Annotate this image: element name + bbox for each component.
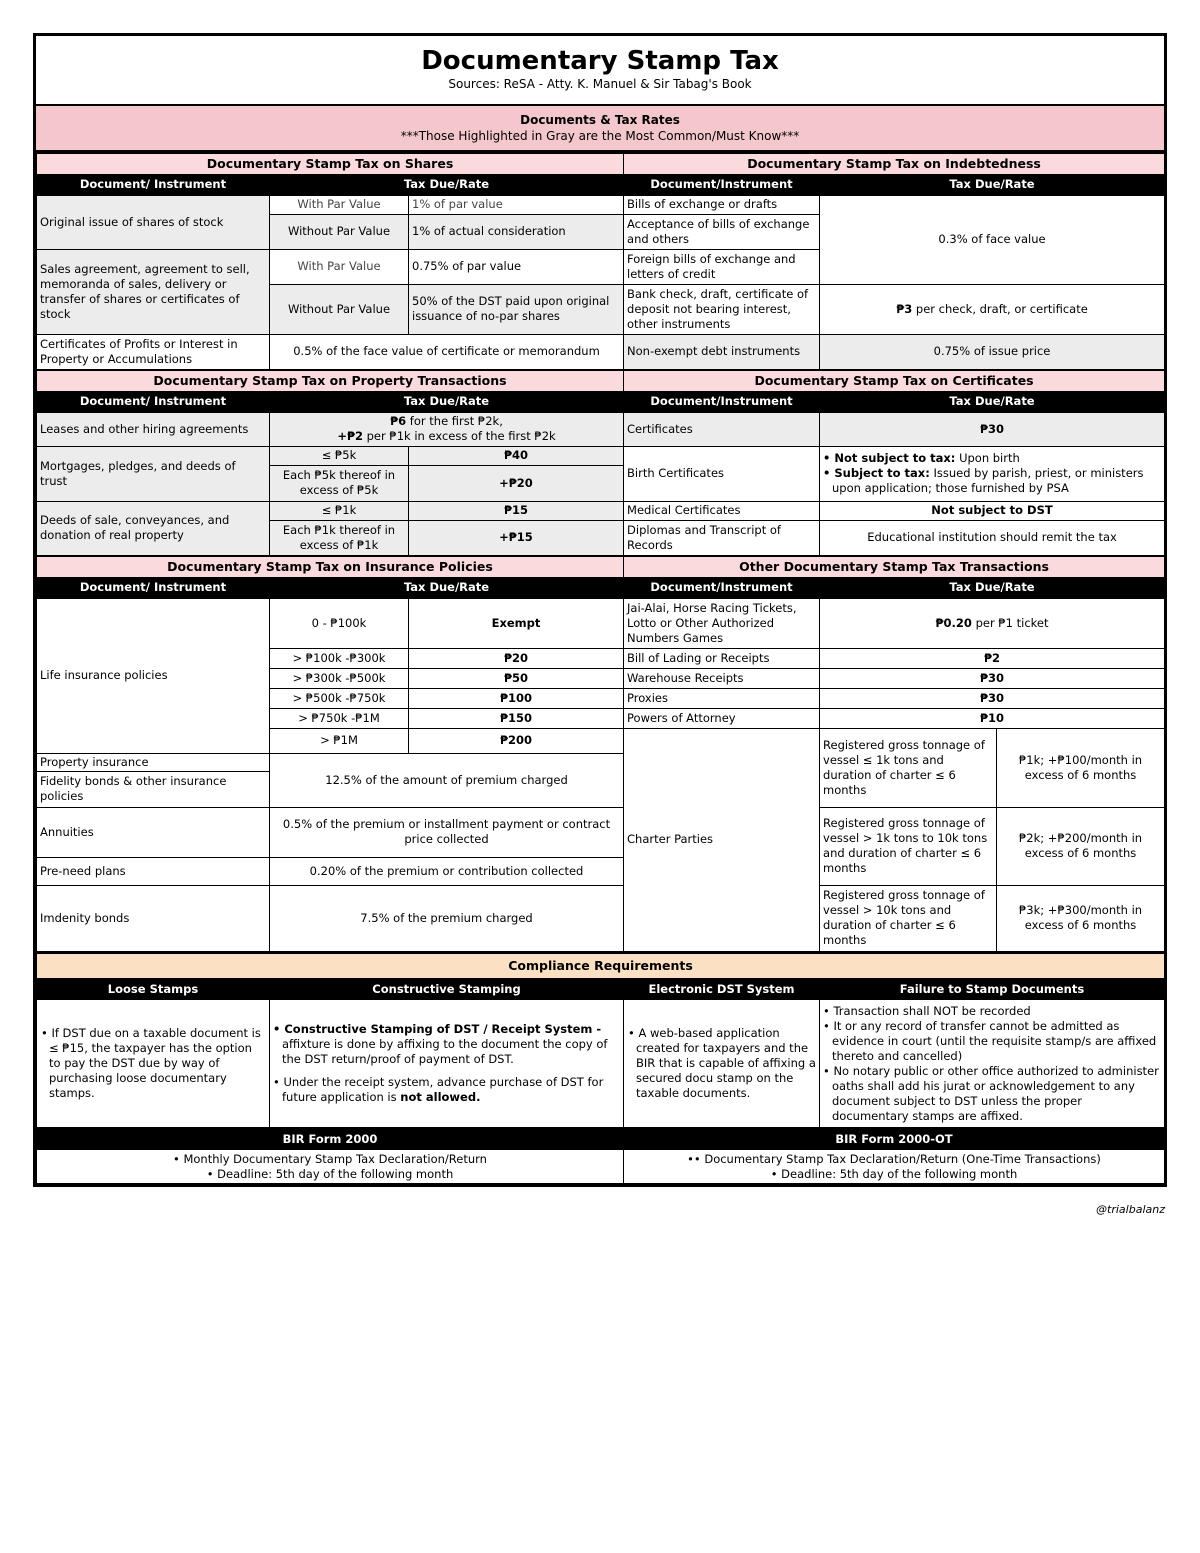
column-header-row [37,577,1165,598]
rate-text: per ₱1 ticket [975,615,1049,630]
indebt-nonexempt-rate: 0.75% of issue price [820,334,1165,370]
label: • Not subject to tax: [823,451,956,465]
shares-original: Original issue of shares of stock [37,195,270,249]
table-row [37,1150,1165,1184]
form-line: •• Documentary Stamp Tax Declaration/Return (One-Time Transactions) [687,1151,1101,1166]
property-insurance-rate: 12.5% of the amount of premium charged [270,753,624,807]
col-rate: Tax Due/Rate [820,577,1165,598]
life-tier-rate: ₱200 [409,728,624,753]
form-line: • Monthly Documentary Stamp Tax Declaration/Return [173,1151,487,1166]
sales-with-rate: 0.75% of par value [409,249,624,284]
table-row [37,334,1165,370]
indebt-bills: Bills of exchange or drafts [624,195,820,214]
other-warehouse: Warehouse Receipts [624,668,820,688]
charter-tier2-rate: ₱2k; +₱200/month in excess of 6 months [997,807,1165,885]
form-2000-ot-desc [624,1150,1165,1184]
cert-medical-rate: Not subject to DST [820,501,1165,520]
life-tier: > ₱300k -₱500k [270,668,409,688]
cert-certificates: Certificates [624,412,820,446]
col-loose: Loose Stamps [37,979,270,1000]
fidelity-bonds: Fidelity bonds & other insurance policies [37,771,270,807]
header [36,36,1164,106]
dst-sheet [33,33,1167,1187]
col-rate: Tax Due/Rate [820,174,1165,195]
without-par: Without Par Value [270,284,409,334]
life-tier: 0 - ₱100k [270,598,409,648]
with-par: With Par Value [270,195,409,214]
rate-text: per ₱1k in excess of the first ₱2k [366,429,556,443]
text: affixture is done by affixing to the document the copy of the DST return/proof of payment of DST. [282,1037,608,1066]
birth-line2 [823,466,1161,496]
life-tier-rate: Exempt [409,598,624,648]
other-jaialai: Jai-Alai, Horse Racing Tickets, Lotto or Other Authorized Numbers Games [624,598,820,648]
deeds: Deeds of sale, conveyances, and donation of real property [37,501,270,556]
constructive-stamping [270,1000,624,1128]
other-bill: Bill of Lading or Receipts [624,648,820,668]
pre-need: Pre-need plans [37,857,270,885]
shares-cert-rate: 0.5% of the face value of certificate or memorandum [270,334,624,370]
leases: Leases and other hiring agreements [37,412,270,446]
text: • Under the receipt system, advance purchase of DST for future application is [273,1075,604,1104]
other-bill-rate: ₱2 [820,648,1165,668]
deeds-tier1: ≤ ₱1k [270,501,409,520]
table-row [37,195,1165,214]
life-tier: > ₱750k -₱1M [270,708,409,728]
indemnity-bonds: Imdenity bonds [37,885,270,951]
life-tier: > ₱500k -₱750k [270,688,409,708]
compliance-title: Compliance Requirements [37,953,1165,979]
rate-text: Upon birth [959,451,1020,465]
other-proxies-rate: ₱30 [820,688,1165,708]
other-charter: Charter Parties [624,728,820,951]
life-tier-rate: ₱100 [409,688,624,708]
deeds-tier2-rate: +₱15 [409,520,624,556]
indebt-check: Bank check, draft, certificate of deposit not bearing interest, other instruments [624,284,820,334]
edst-system: • A web-based application created for taxpayers and the BIR that is capable of affixing a secured docu stamp on the taxable documents. [624,1000,820,1128]
property-insurance: Property insurance [37,753,270,771]
column-header-row [37,1129,1165,1150]
life-insurance: Life insurance policies [37,598,270,753]
col-failure: Failure to Stamp Documents [820,979,1165,1000]
cert-diplomas: Diplomas and Transcript of Records [624,520,820,556]
deeds-tier2: Each ₱1k thereof in excess of ₱1k [270,520,409,556]
life-tier: > ₱1M [270,728,409,753]
charter-tier3: Registered gross tonnage of vessel > 10k tons and duration of charter ≤ 6 months [820,885,997,951]
compliance-title-row [37,953,1165,979]
indebt-foreign: Foreign bills of exchange and letters of credit [624,249,820,284]
indemnity-bonds-rate: 7.5% of the premium charged [270,885,624,951]
leases-rate [270,412,624,446]
constructive-1 [273,1022,620,1067]
life-tier-rate: ₱50 [409,668,624,688]
amount: ₱6 [390,414,407,428]
section-row [37,556,1165,577]
band-note: ***Those Highlighted in Gray are the Most Common/Must Know*** [400,129,800,143]
table-row [37,885,1165,951]
amount: ₱3 [896,301,913,316]
other-proxies: Proxies [624,688,820,708]
form-2000-desc [37,1150,624,1184]
orig-with-rate: 1% of par value [409,195,624,214]
col-doc: Document/Instrument [624,174,820,195]
charter-tier1: Registered gross tonnage of vessel ≤ 1k tons and duration of charter ≤ 6 months [820,728,997,807]
col-rate: Tax Due/Rate [270,174,624,195]
constructive-2 [273,1075,620,1105]
col-rate: Tax Due/Rate [270,391,624,412]
label: • Constructive Stamping of DST / Receipt System - [273,1022,602,1036]
shares-cert: Certificates of Profits or Interest in Property or Accumulations [37,334,270,370]
amount: ₱0.20 [935,615,972,630]
amount: +₱2 [337,429,363,443]
col-doc: Document/Instrument [624,391,820,412]
rate-text: per check, draft, or certificate [915,301,1088,316]
main-table [36,152,1165,952]
leases-line2 [273,429,620,444]
section-property: Documentary Stamp Tax on Property Transactions [37,370,624,391]
life-tier: > ₱100k -₱300k [270,648,409,668]
life-tier-rate: ₱20 [409,648,624,668]
section-row [37,153,1165,174]
with-par: With Par Value [270,249,409,284]
shares-sales: Sales agreement, agreement to sell, memoranda of sales, delivery or transfer of shares or certificates of stock [37,249,270,334]
orig-without-rate: 1% of actual consideration [409,214,624,249]
other-powers-rate: ₱10 [820,708,1165,728]
pre-need-rate: 0.20% of the premium or contribution collected [270,857,624,885]
indebt-check-rate [820,284,1165,334]
col-doc: Document/ Instrument [37,391,270,412]
birth-line1 [823,451,1161,466]
rate-text: for the first ₱2k, [409,414,503,428]
other-warehouse-rate: ₱30 [820,668,1165,688]
table-row [37,412,1165,446]
indebt-face-rate: 0.3% of face value [820,195,1165,284]
cert-diplomas-rate: Educational institution should remit the tax [820,520,1165,556]
loose-stamps: • If DST due on a taxable document is ≤ ₱15, the taxpayer has the option to pay the DST due by way of purchasing loose documentary stamps. [37,1000,270,1128]
failure-3: • No notary public or other office authorized to administer oaths shall add his jurat or acknowledgement to any document subject to DST unless the proper documentary stamps are affixed. [823,1063,1159,1123]
form-line: • Deadline: 5th day of the following month [206,1166,454,1181]
form-line: • Deadline: 5th day of the following month [770,1166,1018,1181]
cert-birth-rate [820,446,1165,501]
col-doc: Document/Instrument [624,577,820,598]
col-doc: Document/ Instrument [37,577,270,598]
rates-band [36,106,1164,152]
table-row [37,1000,1165,1128]
sources-line: Sources: ReSA - Atty. K. Manuel & Sir Tabag's Book [448,77,752,91]
column-header-row [37,979,1165,1000]
charter-tier1-rate: ₱1k; +₱100/month in excess of 6 months [997,728,1165,807]
column-header-row [37,174,1165,195]
table-row [37,598,1165,648]
failure-1: • Transaction shall NOT be recorded [823,1003,1031,1018]
mort-tier1-rate: ₱40 [409,446,624,465]
failure-2: • It or any record of transfer cannot be admitted as evidence in court (until the requisite stamp/s are affixed thereto and cancelled) [823,1018,1157,1063]
deeds-tier1-rate: ₱15 [409,501,624,520]
section-row [37,370,1165,391]
table-row [37,446,1165,465]
mort-tier1: ≤ ₱5k [270,446,409,465]
label: not allowed. [400,1090,481,1104]
page-title: Documentary Stamp Tax [421,46,779,76]
credit: @trialbalanz [1096,1203,1165,1216]
form-2000-ot: BIR Form 2000-OT [624,1129,1165,1150]
other-jaialai-rate [820,598,1165,648]
col-doc: Document/ Instrument [37,174,270,195]
col-rate: Tax Due/Rate [270,577,624,598]
forms-table [36,1128,1165,1184]
indebt-acceptance: Acceptance of bills of exchange and others [624,214,820,249]
charter-tier2: Registered gross tonnage of vessel > 1k tons to 10k tons and duration of charter ≤ 6 months [820,807,997,885]
cert-certificates-rate: ₱30 [820,412,1165,446]
leases-line1 [273,414,620,429]
table-row [37,501,1165,520]
compliance-table [36,952,1165,1129]
section-certificates: Documentary Stamp Tax on Certificates [624,370,1165,391]
section-other: Other Documentary Stamp Tax Transactions [624,556,1165,577]
section-indebtedness: Documentary Stamp Tax on Indebtedness [624,153,1165,174]
section-insurance: Documentary Stamp Tax on Insurance Policies [37,556,624,577]
mort-tier2: Each ₱5k thereof in excess of ₱5k [270,465,409,501]
annuities: Annuities [37,807,270,857]
without-par: Without Par Value [270,214,409,249]
mortgages: Mortgages, pledges, and deeds of trust [37,446,270,501]
section-shares: Documentary Stamp Tax on Shares [37,153,624,174]
table-row [37,807,1165,857]
cert-birth: Birth Certificates [624,446,820,501]
column-header-row [37,391,1165,412]
annuities-rate: 0.5% of the premium or installment payment or contract price collected [270,807,624,857]
failure-to-stamp [820,1000,1165,1128]
sales-without-rate: 50% of the DST paid upon original issuance of no-par shares [409,284,624,334]
life-tier-rate: ₱150 [409,708,624,728]
mort-tier2-rate: +₱20 [409,465,624,501]
indebt-nonexempt: Non-exempt debt instruments [624,334,820,370]
rate-text: Issued by parish, priest, or ministers upon application; those furnished by PSA [832,466,1144,495]
band-title: Documents & Tax Rates [520,113,680,127]
form-2000: BIR Form 2000 [37,1129,624,1150]
charter-tier3-rate: ₱3k; +₱300/month in excess of 6 months [997,885,1165,951]
col-rate: Tax Due/Rate [820,391,1165,412]
cert-medical: Medical Certificates [624,501,820,520]
other-powers: Powers of Attorney [624,708,820,728]
col-edst: Electronic DST System [624,979,820,1000]
label: • Subject to tax: [823,466,930,480]
col-constructive: Constructive Stamping [270,979,624,1000]
